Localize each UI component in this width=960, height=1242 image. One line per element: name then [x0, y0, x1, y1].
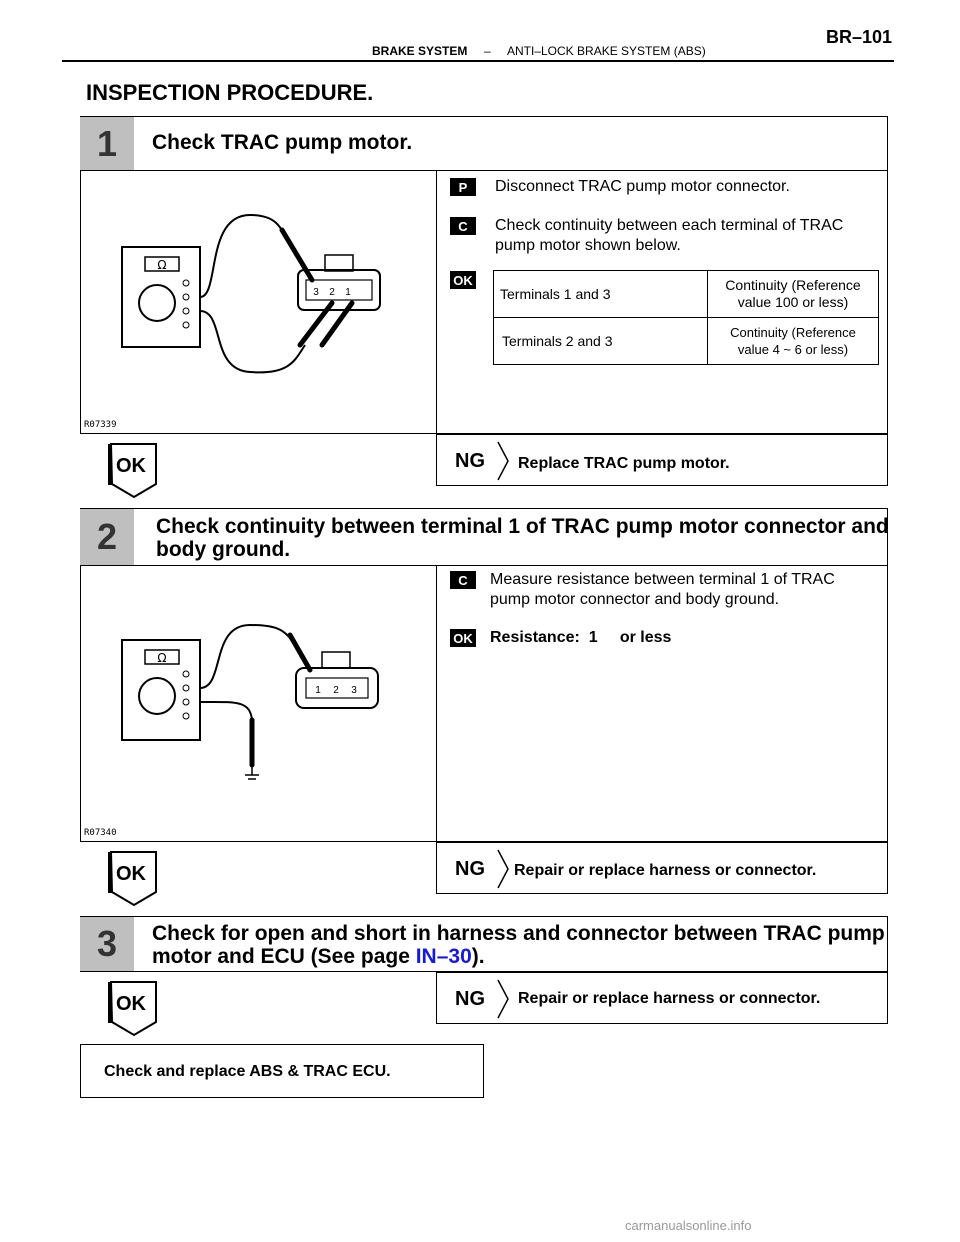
step-2-figure: [100, 600, 430, 820]
step-3-title-line-2: [152, 945, 485, 969]
step-2-divider: [436, 565, 437, 842]
ng-arrow-icon: [496, 848, 510, 890]
page-number: BR–101: [826, 27, 893, 47]
connector-latch: [325, 255, 353, 271]
step-2-ng-action: Repair or replace harness or connector.: [514, 862, 817, 879]
step-1-instruction-2-line-1: Check continuity between each terminal of TRAC: [495, 217, 844, 234]
step-3-number: 3: [80, 917, 134, 971]
connector-pin-label: 3: [313, 287, 319, 298]
probe-1: [290, 635, 310, 670]
ohmmeter-jack-4: [183, 322, 189, 328]
step-1-divider: [436, 170, 437, 434]
final-action: Check and replace ABS & TRAC ECU.: [104, 1063, 391, 1080]
badge-procedure: P: [450, 178, 476, 196]
step-1-figure-code: R07339: [84, 420, 117, 430]
step-2-figure-code: R07340: [84, 828, 117, 838]
ohmmeter-dial: [139, 285, 175, 321]
header-section: BRAKE SYSTEM: [372, 44, 468, 58]
table-cell-terminals: Terminals 1 and 3: [500, 286, 611, 302]
probe-1: [282, 230, 312, 280]
header-subsection: ANTI–LOCK BRAKE SYSTEM (ABS): [507, 44, 706, 58]
step-3-ng-label: NG: [455, 988, 485, 1010]
step-2-instruction-line-1: Measure resistance between terminal 1 of TRAC: [490, 571, 835, 588]
step-1-ng-action: Replace TRAC pump motor.: [518, 455, 730, 472]
step-2-instruction-line-2: pump motor connector and body ground.: [490, 591, 780, 608]
step-1-number: 1: [80, 117, 134, 170]
ohmmeter-jack-1: [183, 671, 189, 677]
ohm-symbol: Ω: [157, 651, 167, 665]
step-2-number: 2: [80, 509, 134, 565]
step-2-ok-label: OK: [116, 863, 146, 885]
step-3-title-text-end: ).: [471, 945, 485, 968]
table-cell-spec: value 4 ~ 6 or less): [737, 342, 849, 357]
step-3-title-text: motor and ECU (See page: [152, 945, 416, 968]
ohmmeter-jack-2: [183, 685, 189, 691]
table-cell-terminals: Terminals 2 and 3: [502, 333, 613, 349]
step-2-ok-spec: Resistance: 1 or less: [490, 629, 672, 646]
connector-pin-label: 1: [345, 287, 351, 298]
step-3-ng-action: Repair or replace harness or connector.: [518, 990, 821, 1007]
step-3-ok-label: OK: [116, 993, 146, 1015]
ng-arrow-icon: [496, 440, 510, 482]
step-1-instruction-2-line-2: pump motor shown below.: [495, 237, 681, 254]
header-separator: –: [484, 44, 491, 58]
ohmmeter-jack-1: [183, 280, 189, 286]
ohmmeter-jack-4: [183, 713, 189, 719]
watermark: carmanualsonline.info: [625, 1218, 752, 1233]
step-1-title: Check TRAC pump motor.: [152, 131, 413, 154]
connector-latch: [322, 652, 350, 668]
step-3-title-line-1: Check for open and short in harness and connector between TRAC pump: [152, 922, 885, 945]
badge-ok: OK: [450, 629, 476, 647]
probe-wire-1: [200, 215, 290, 297]
connector-pin-label: 2: [329, 287, 335, 298]
connector-pin-label: 2: [333, 685, 339, 696]
step-1-instruction-1: Disconnect TRAC pump motor connector.: [495, 178, 790, 195]
ng-arrow-icon: [496, 978, 510, 1020]
ground-wire: [200, 702, 252, 720]
probe-wire-1: [200, 625, 295, 688]
step-2-title-line-2: body ground.: [156, 538, 291, 561]
step-2-title-line-1: Check continuity between terminal 1 of TRAC pump motor connector and: [156, 515, 889, 538]
ohm-symbol: Ω: [157, 258, 167, 272]
step-2-ng-label: NG: [455, 858, 485, 880]
step-1-ng-label: NG: [455, 450, 485, 472]
table-cell-spec: Continuity (Reference: [730, 325, 856, 340]
page-title: INSPECTION PROCEDURE.: [86, 80, 374, 105]
connector-pin-label: 3: [351, 685, 357, 696]
page-reference-link[interactable]: IN–30: [415, 945, 472, 968]
badge-check: C: [450, 571, 476, 589]
connector-pin-label: 1: [315, 685, 321, 696]
probe-wire-2: [200, 311, 305, 372]
ohmmeter-jack-3: [183, 699, 189, 705]
badge-check: C: [450, 217, 476, 235]
table-cell-spec: Continuity (Reference: [725, 277, 861, 293]
ohmmeter-dial: [139, 678, 175, 714]
ohmmeter-jack-3: [183, 308, 189, 314]
badge-ok: OK: [450, 271, 476, 289]
ohmmeter-jack-2: [183, 294, 189, 300]
step-1-figure: [100, 185, 430, 415]
header-rule: [62, 60, 894, 62]
table-cell-spec: value 100 or less): [737, 294, 849, 310]
table-row-divider: [493, 317, 879, 318]
step-1-ok-label: OK: [116, 455, 146, 477]
